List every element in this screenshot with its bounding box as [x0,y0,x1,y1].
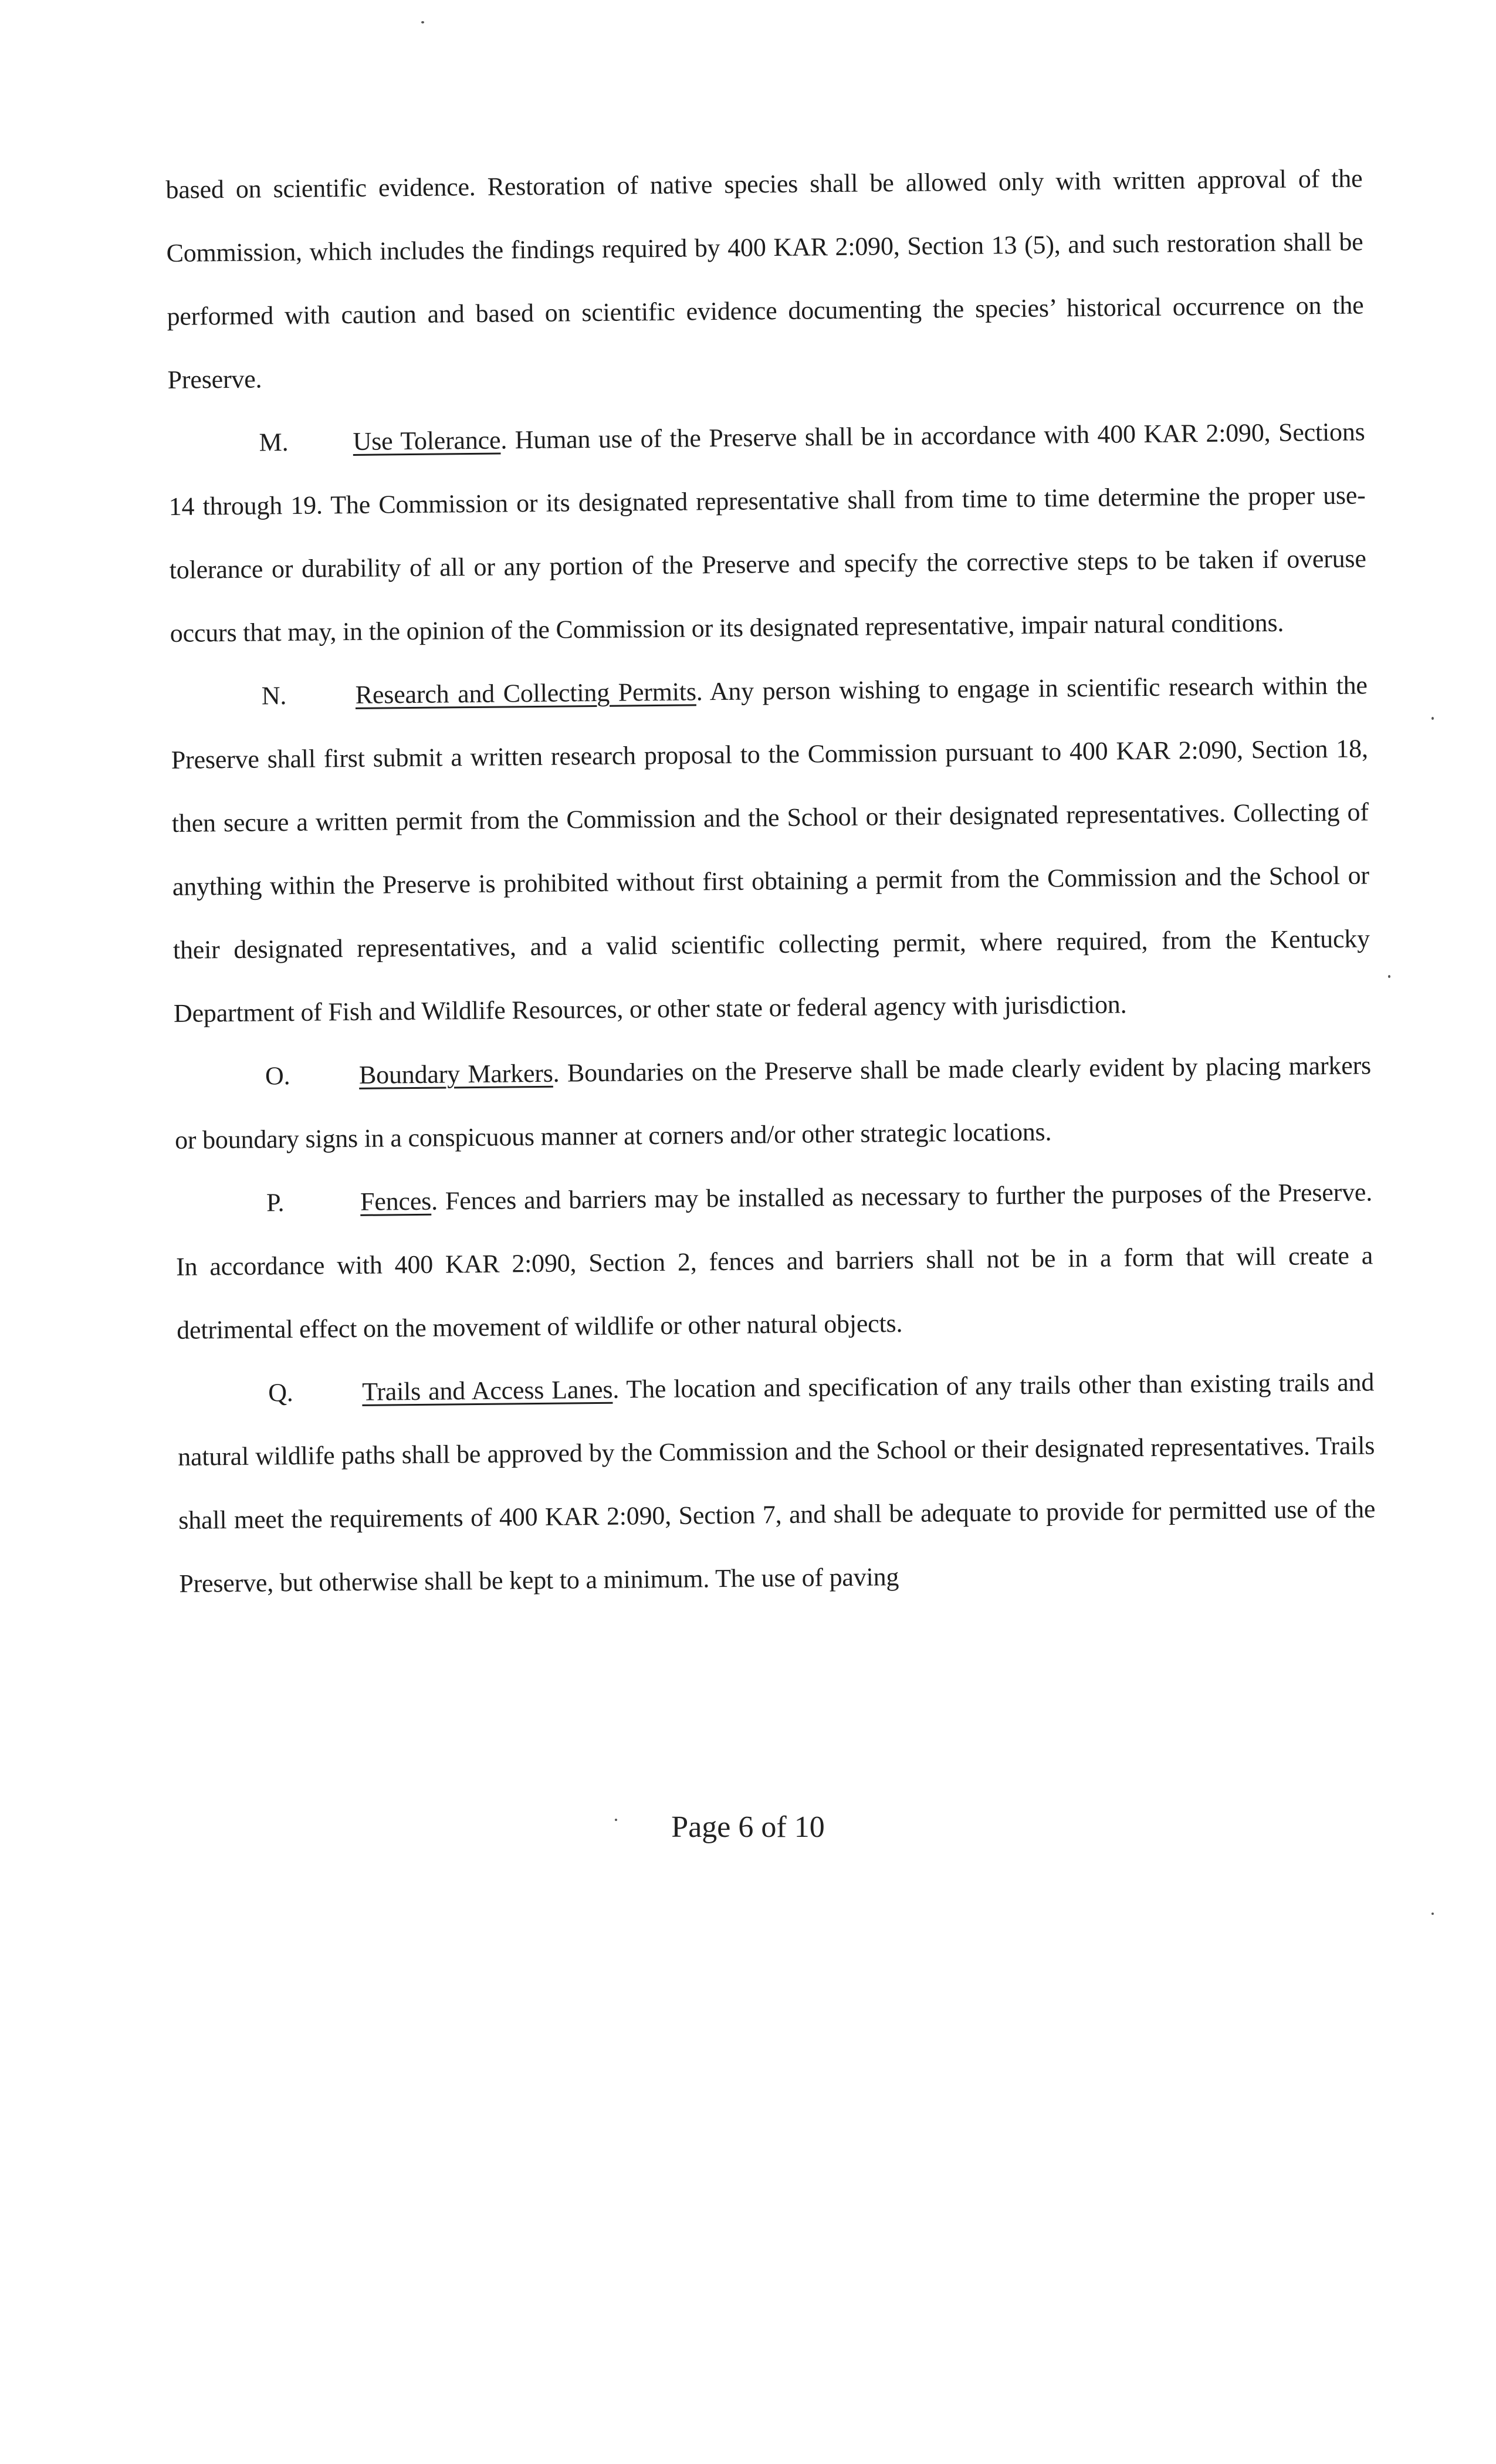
scan-speck [1388,975,1390,978]
section-letter: N. [261,681,287,710]
section-letter: Q. [268,1378,293,1407]
scan-speck [1431,1913,1434,1915]
paragraph-o-boundary-markers [174,1034,1372,1172]
section-letter: P. [266,1188,285,1217]
section-heading: Fences [360,1186,432,1216]
section-heading: Boundary Markers [358,1058,553,1089]
section-letter: M. [259,428,289,457]
document-body [165,147,1376,1615]
scan-speck [1431,717,1434,720]
scan-speck [615,1819,617,1821]
paragraph-q-trails [177,1351,1376,1616]
section-letter: O. [265,1061,290,1091]
paragraph-m-use-tolerance [168,400,1367,665]
paragraph-n-research-permits [170,654,1370,1045]
paragraph-text: based on scientific evidence. Restoration of native species shall be allowed only with written approval of the Commission, which includes the findings required by 400 KAR 2:090, Section 13 (5), and such restoration shall be performed with caution and based on scientific evidence documenting the species’ historical occurrence on the Preserve. [165,164,1364,394]
paragraph-text: . Human use of the Preserve shall be in accordance with 400 KAR 2:090, Sections 14 through 19. The Commission or its designated representative shall from time to time determine the proper use-tolerance or durability of all or any portion of the Preserve and specify the corrective steps to be taken if overuse occurs that may, in the opinion of the Commission or its designated representative, impair natural conditions. [168,417,1366,648]
paragraph-text: . Boundaries on the Preserve shall be made clearly evident by placing markers or boundary signs in a conspicuous manner at corners and/or other strategic locations. [174,1051,1372,1155]
section-heading: Use Tolerance [353,425,501,456]
page-number: Page 6 of 10 [671,1810,825,1844]
section-heading: Trails and Access Lanes [361,1375,613,1406]
scan-speck [421,21,424,23]
section-heading: Research and Collecting Permits [355,677,696,709]
paragraph-continuation [165,147,1365,412]
paragraph-text: . Any person wishing to engage in scientific research within the Preserve shall first submit a written research proposal to the Commission pursuant to 400 KAR 2:090, Section 18, then secure a written permit from the Commission and the School or their designated representatives. Collecting of anything within the Preserve is prohibited without first obtaining a permit from the Commission and the School or their designated representatives, and a valid scientific collecting permit, where required, from the Kentucky Department of Fish and Wildlife Resources, or other state or federal agency with jurisdiction. [171,671,1370,1028]
paragraph-text: . Fences and barriers may be installed as necessary to further the purposes of the Preserve. In accordance with 400 KAR 2:090, Section 2, fences and barriers shall not be in a form that will create a detrimental effect on the movement of wildlife or other natural objects. [175,1177,1373,1345]
paragraph-text: . The location and specification of any trails other than existing trails and natural wildlife paths shall be approved by the Commission and the School or their designated representatives. Trails shall meet the requirements of 400 KAR 2:090, Section 7, and shall be adequate to provide for permitted use of the Preserve, but otherwise shall be kept to a minimum. The use of paving [178,1368,1376,1598]
paragraph-p-fences [175,1160,1374,1362]
